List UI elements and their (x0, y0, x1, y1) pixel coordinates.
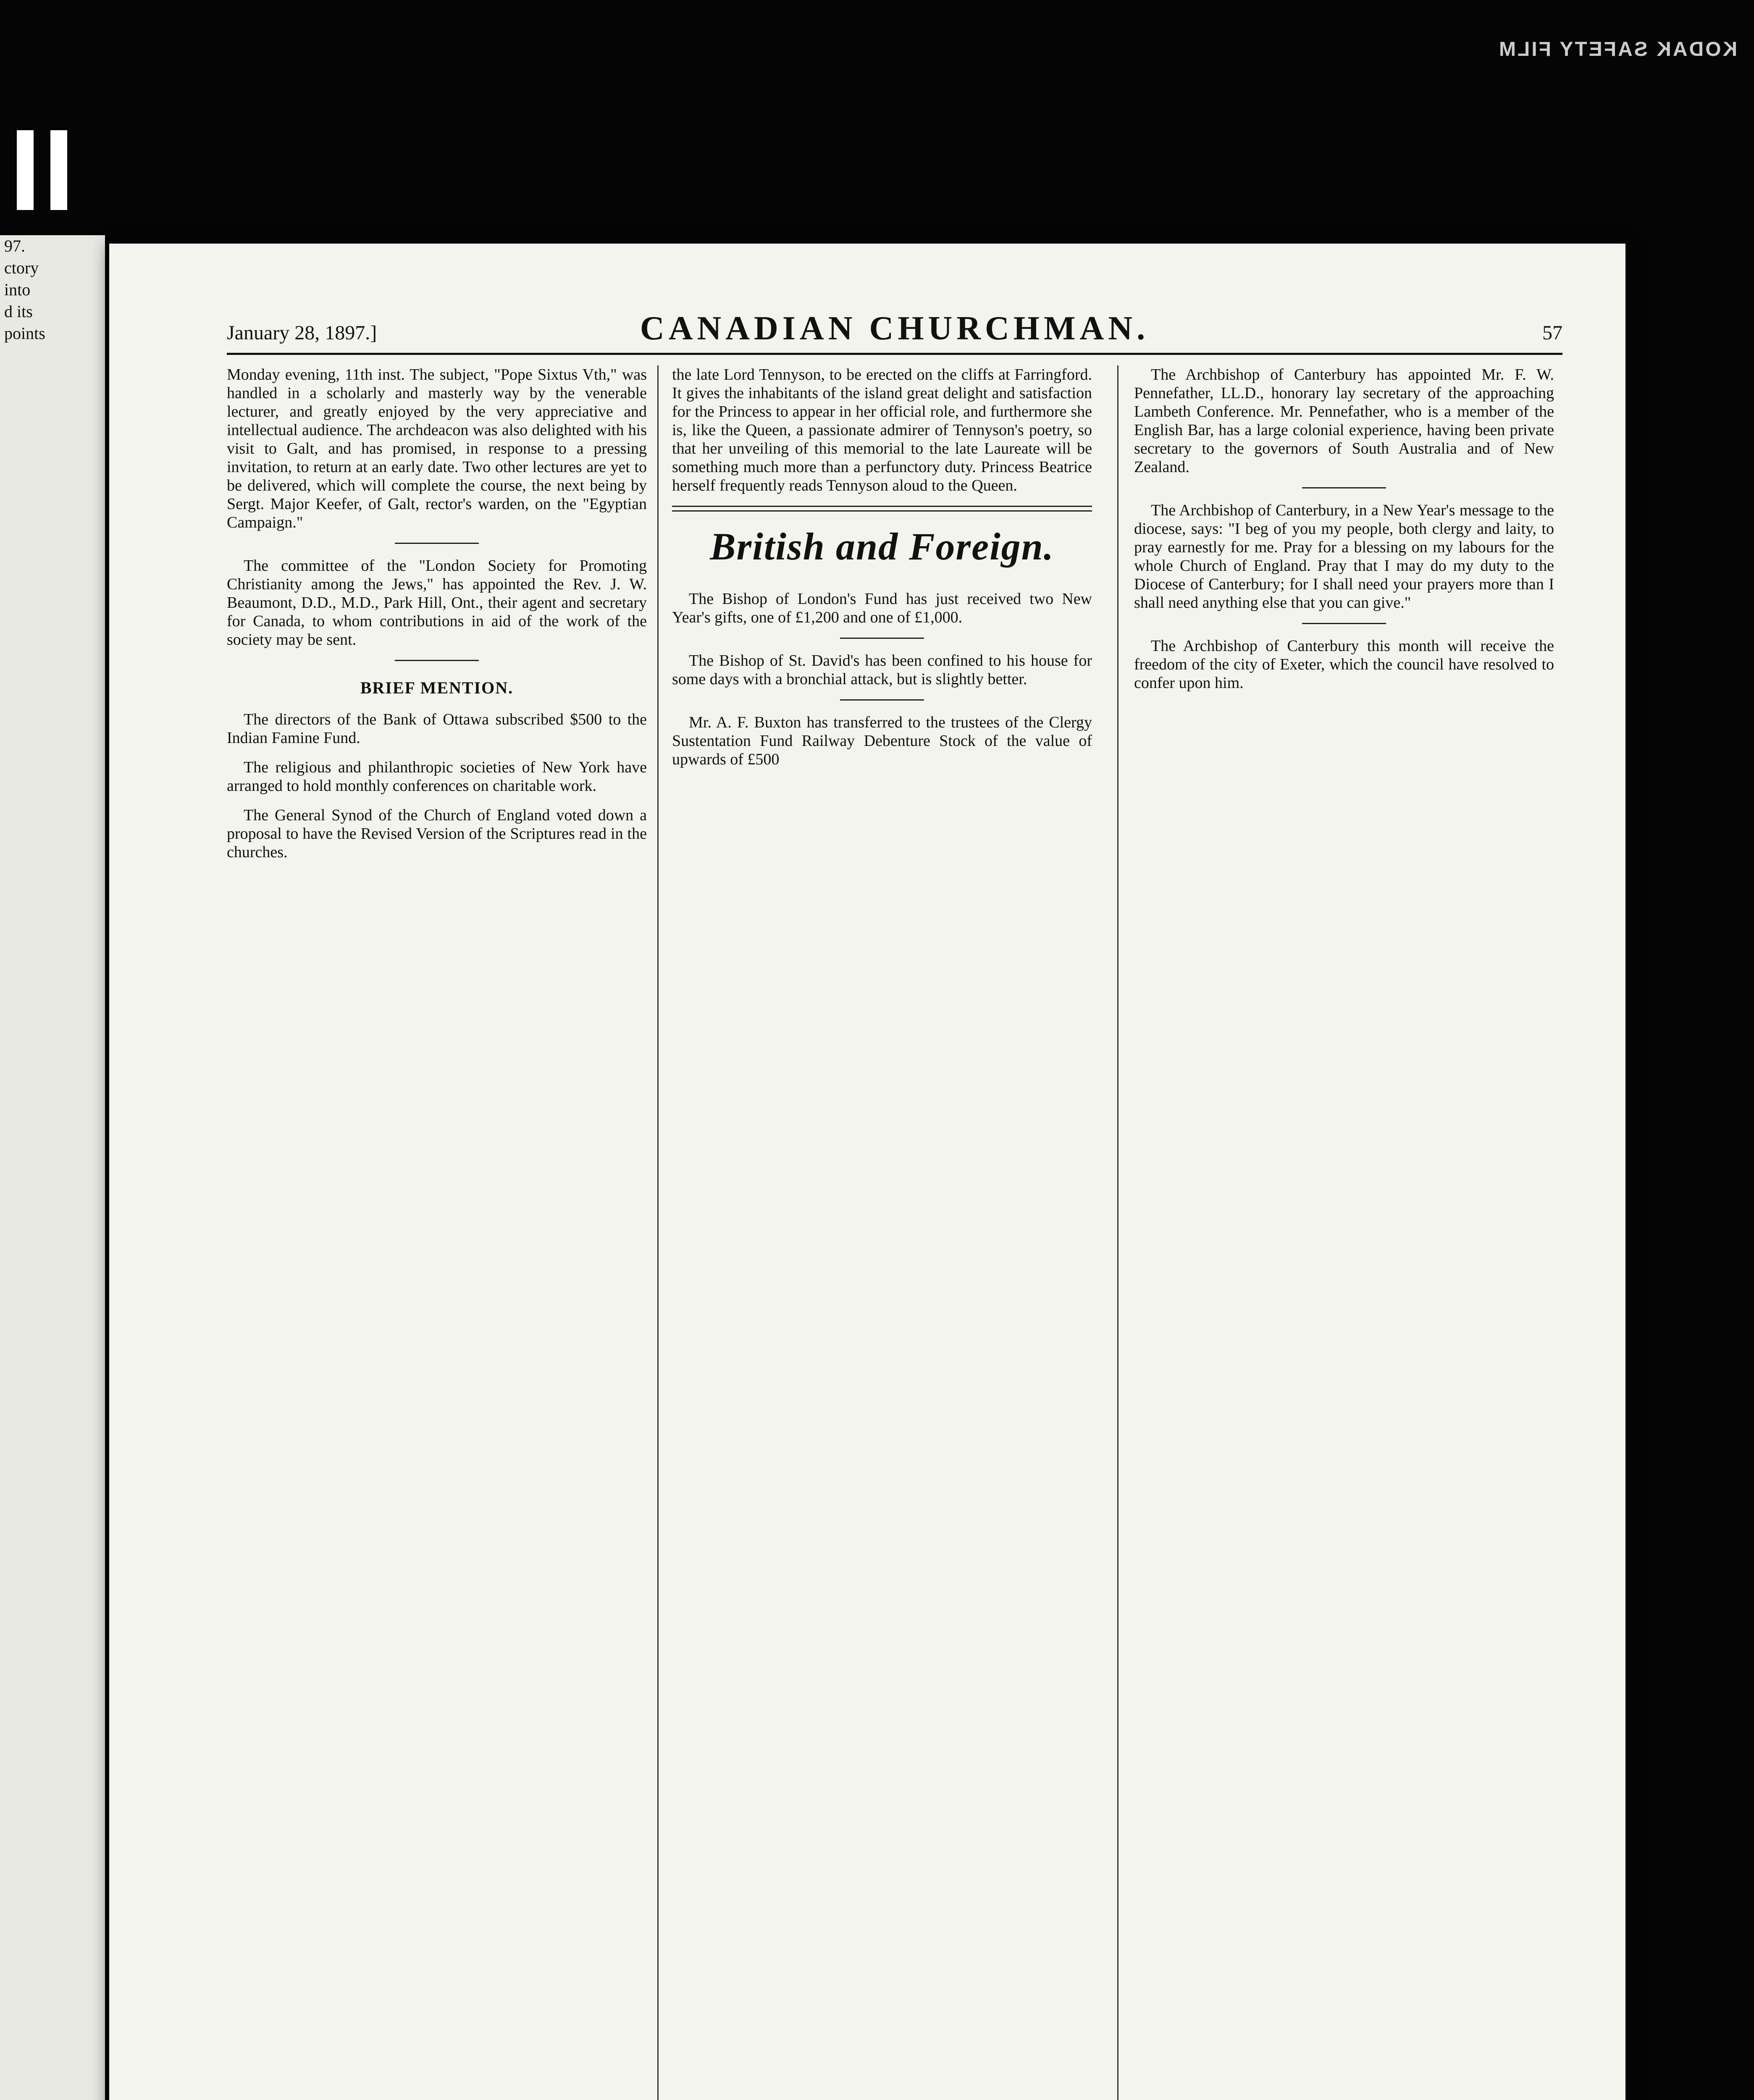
facing-page-edge (0, 235, 105, 2100)
facing-page-fragment: ctory (4, 258, 39, 277)
divider (395, 660, 479, 661)
facing-page-fragment: points (4, 324, 45, 343)
paragraph: Mr. A. F. Buxton has transferred to the trustees of the Clergy Sustentation Fund Railway Debenture Stock of the value of upwards of £500 (672, 714, 1092, 768)
paragraph: The committee of the "London Society for Promoting Christianity among the Jews," has appointed the Rev. J. W. Beaumont, D.D., M.D., Park Hill, Ont., their agent and secretary for Canada, to whom contributions in aid of the work of the society may be sent. (227, 557, 647, 648)
film-frame-marks (17, 130, 76, 210)
paragraph: The religious and philanthropic societies of New York have arranged to hold monthly conferences on charitable work. (227, 759, 647, 795)
page-number: 57 (1542, 322, 1562, 344)
paragraph: the late Lord Tennyson, to be erected on the cliffs at Farringford. It gives the inhabitants of the island great delight and satisfaction for the Princess to appear in her official role, and furthermore she is, like the Queen, a passionate admirer of Tennyson's poetry, so that her unveiling of this memorial to the late Laureate will be something much more than a perfunctory duty. Princess Beatrice herself frequently reads Tennyson aloud to the Queen. (672, 366, 1092, 494)
paragraph: The Archbishop of Canterbury, in a New Year's message to the diocese, says: "I beg of you my people, both clergy and laity, to pray earnestly for me. Pray for a blessing on my labours for the whole Church of England. Pray that I may do my duty to the Diocese of Canterbury; for I shall need your prayers more than I shall need anything else that you can give." (1134, 501, 1554, 612)
paragraph: The General Synod of the Church of England voted down a proposal to have the Revised Version of the Scriptures read in the churches. (227, 806, 647, 861)
section-heading: British and Foreign. (710, 525, 1054, 568)
divider (840, 638, 924, 639)
paragraph: The Bishop of London's Fund has just received two New Year's gifts, one of £1,200 and one of £1,000. (672, 590, 1092, 626)
column-rule (1117, 365, 1119, 2100)
paragraph: Monday evening, 11th inst. The subject, "Pope Sixtus Vth," was handled in a scholarly and masterly way by the venerable lecturer, and greatly enjoyed by the very appreciative and intellectual audience. The archdeacon was also delighted with his visit to Galt, and has promised, in response to a pressing invitation, to return at an early date. Two other lectures are yet to be delivered, which will complete the course, the next being by Sergt. Major Keefer, of Galt, rector's warden, on the "Egyptian Campaign." (227, 366, 647, 531)
facing-page-fragment: into (4, 280, 31, 299)
column-1 (227, 365, 647, 2100)
column-rule (657, 365, 659, 2100)
column-3 (1134, 365, 1554, 2100)
film-edge-mark: KODAK SAFETY FILM (1497, 38, 1737, 60)
paragraph: The Archbishop of Canterbury has appointed Mr. F. W. Pennefather, LL.D., honorary lay secretary of the approaching Lambeth Conference. Mr. Pennefather, who is a member of the English Bar, has a large colonial experience, having been private secretary to the governors of South Australia and of New Zealand. (1134, 366, 1554, 476)
facing-page-fragment: d its (4, 302, 33, 321)
double-rule (672, 506, 1092, 512)
facing-page-fragment: 97. (4, 236, 25, 255)
divider (1302, 487, 1386, 488)
masthead (227, 307, 1562, 355)
divider (395, 543, 479, 544)
publication-title: CANADIAN CHURCHMAN. (640, 310, 1150, 347)
divider (840, 699, 924, 701)
newspaper-page (109, 244, 1625, 2100)
column-2 (672, 365, 1092, 2100)
issue-date: January 28, 1897.] (227, 322, 377, 344)
divider (1302, 623, 1386, 624)
paragraph: The directors of the Bank of Ottawa subscribed $500 to the Indian Famine Fund. (227, 711, 647, 747)
section-heading: BRIEF MENTION. (360, 678, 514, 697)
paragraph: The Bishop of St. David's has been confined to his house for some days with a bronchial attack, but is slightly better. (672, 652, 1092, 688)
paragraph: The Archbishop of Canterbury this month will receive the freedom of the city of Exeter, which the council have resolved to confer upon him. (1134, 637, 1554, 692)
